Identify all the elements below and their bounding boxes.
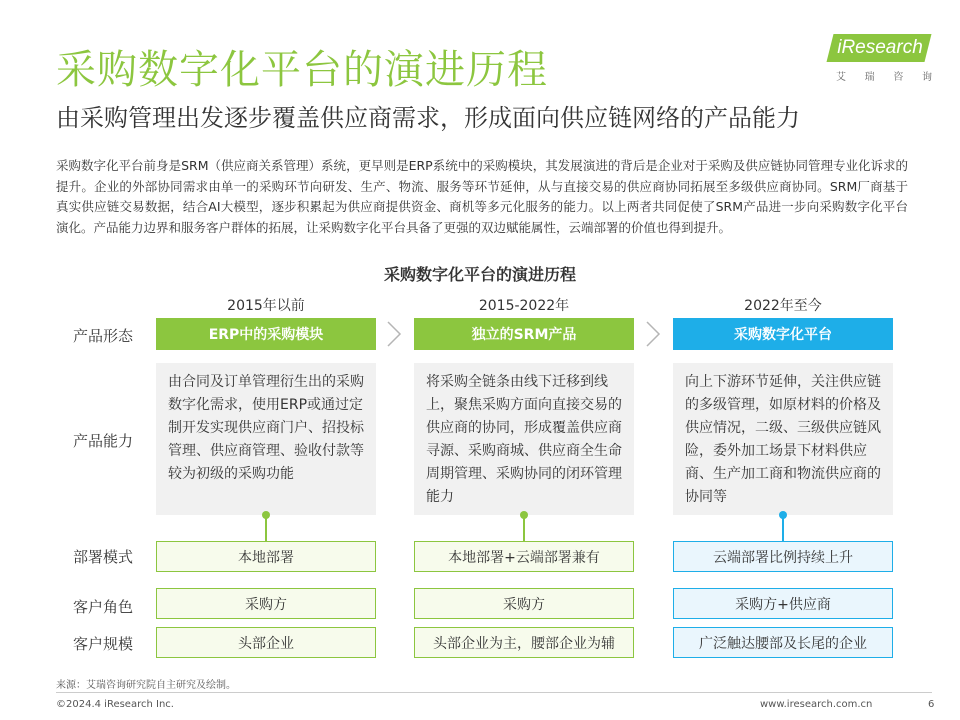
logo-sub-char: 询 bbox=[921, 72, 932, 83]
connector-dot bbox=[520, 511, 528, 519]
iresearch-logo bbox=[820, 34, 932, 90]
stage-3-capability: 向上下游环节延伸，关注供应链的多级管理，如原材料的价格及供应情况，二级、三级供应链风险，委外加工场景下材料供应商、生产加工商和物流供应商的协同等 bbox=[673, 363, 893, 515]
stage-1-period: 2015年以前 bbox=[227, 298, 305, 314]
row-label-scale: 客户规模 bbox=[72, 635, 133, 653]
connector-dot bbox=[262, 511, 270, 519]
stage-1-scale: 头部企业 bbox=[156, 627, 376, 658]
connector-dot bbox=[779, 511, 787, 519]
chevron-right-icon bbox=[644, 320, 662, 348]
page-subtitle: 由采购管理出发逐步覆盖供应商需求，形成面向供应链网络的产品能力 bbox=[56, 104, 800, 132]
footer-divider bbox=[56, 692, 932, 693]
stage-3-deploy: 云端部署比例持续上升 bbox=[673, 541, 893, 572]
stage-3-period: 2022年至今 bbox=[744, 298, 822, 314]
stage-2-period: 2015-2022年 bbox=[478, 298, 570, 314]
stage-3-scale: 广泛触达腰部及长尾的企业 bbox=[673, 627, 893, 658]
stage-2-form: 独立的SRM产品 bbox=[414, 318, 634, 350]
logo-subtitle bbox=[836, 68, 932, 83]
stage-1-role: 采购方 bbox=[156, 588, 376, 619]
logo-text: iResearch bbox=[837, 37, 923, 58]
stage-1-deploy: 本地部署 bbox=[156, 541, 376, 572]
stage-2-scale: 头部企业为主，腰部企业为辅 bbox=[414, 627, 634, 658]
logo-sub-char: 艾 bbox=[836, 72, 846, 83]
row-label-capability: 产品能力 bbox=[72, 432, 133, 450]
intro-paragraph: 采购数字化平台前身是SRM（供应商关系管理）系统，更早则是ERP系统中的采购模块，其发展演进的背后是企业对于采购及供应链协同管理专业化诉求的提升。企业的外部协同需求由单一的采购环节向研发、生产、物流、服务等环节延伸，从与直接交易的供应商协同拓展至多级供应商协同。SRM厂商基于真实供应链交易数据，结合AI大模型，逐步积累起为供应商提供资金、商机等多元化服务的能力。以上两者共同促使了SRM产品进一步向采购数字化平台演化。产品能力边界和服务客户群体的拓展，让采购数字化平台具备了更强的双边赋能属性，云端部署的价值也得到提升。 bbox=[56, 158, 908, 235]
stage-3-form: 采购数字化平台 bbox=[673, 318, 893, 350]
stage-2-deploy: 本地部署+云端部署兼有 bbox=[414, 541, 634, 572]
stage-1-form: ERP中的采购模块 bbox=[156, 318, 376, 350]
stage-1-capability: 由合同及订单管理衍生出的采购数字化需求，使用ERP或通过定制开发实现供应商门户、招投标管理、供应商管理、验收付款等较为初级的采购功能 bbox=[156, 363, 376, 515]
stage-2-role: 采购方 bbox=[414, 588, 634, 619]
stage-2-capability: 将采购全链条由线下迁移到线上，聚焦采购方面向直接交易的供应商的协同，形成覆盖供应商寻源、采购商城、供应商全生命周期管理、采购协同的闭环管理能力 bbox=[414, 363, 634, 515]
diagram-title: 采购数字化平台的演进历程 bbox=[383, 265, 576, 284]
stage-3-role: 采购方+供应商 bbox=[673, 588, 893, 619]
logo-sub-char: 咨 bbox=[893, 72, 904, 83]
copyright: ©2024.4 iResearch Inc. bbox=[56, 699, 174, 710]
source-note: 来源：艾瑞咨询研究院自主研究及绘制。 bbox=[56, 680, 236, 691]
page-number: 6 bbox=[928, 699, 935, 710]
row-label-form: 产品形态 bbox=[72, 327, 133, 345]
logo-sub-char: 瑞 bbox=[864, 72, 875, 83]
website-link[interactable]: www.iresearch.com.cn bbox=[760, 699, 873, 710]
page-title: 采购数字化平台的演进历程 bbox=[56, 47, 548, 93]
chevron-right-icon bbox=[385, 320, 403, 348]
row-label-role: 客户角色 bbox=[72, 598, 133, 616]
row-label-deploy: 部署模式 bbox=[72, 548, 133, 566]
